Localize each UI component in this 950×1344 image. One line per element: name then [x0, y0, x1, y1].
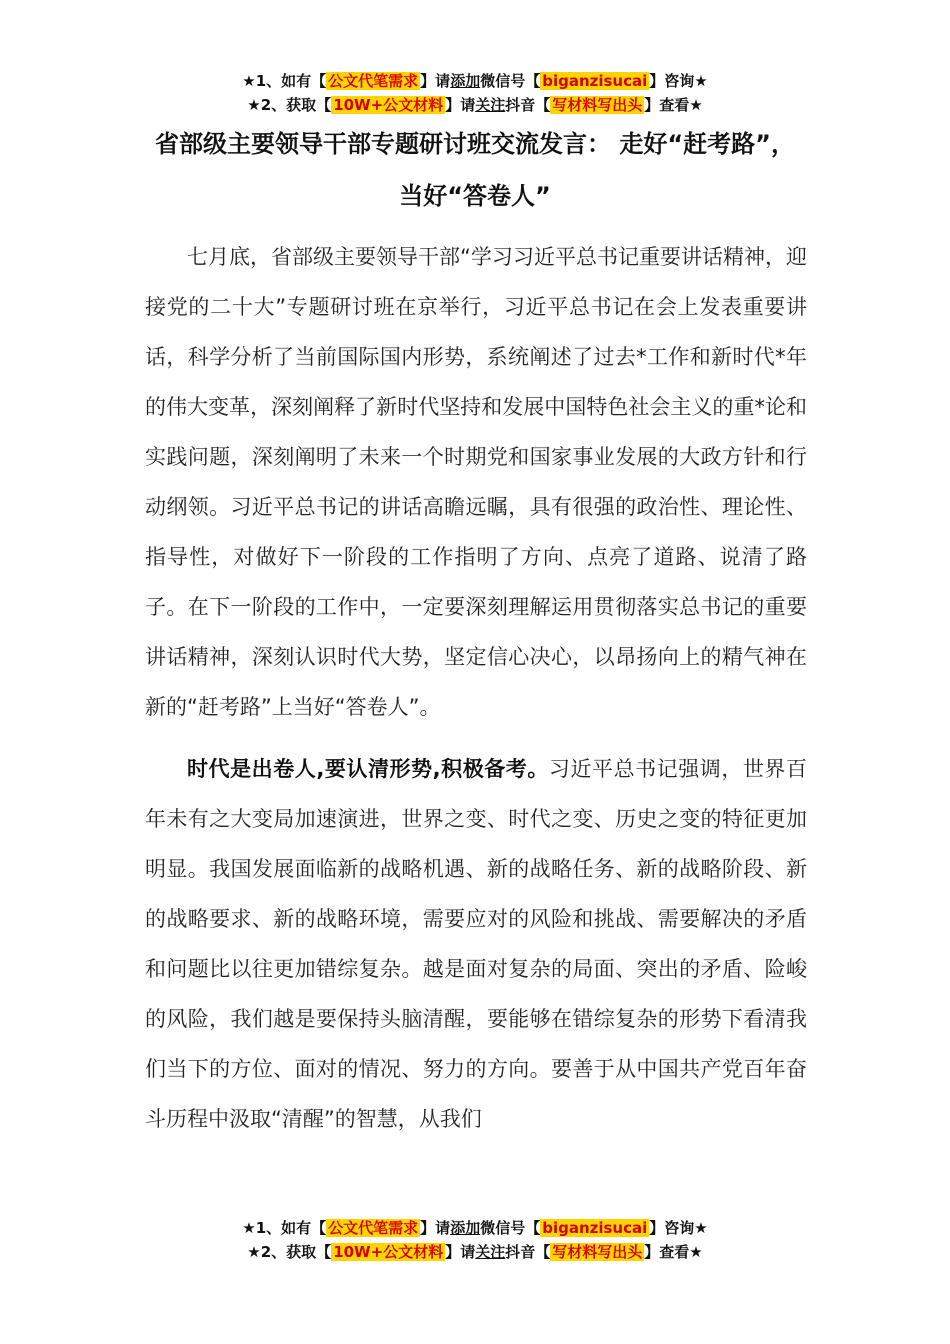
document-title: 省部级主要领导干部专题研讨班交流发言： 走好“赶考路”， 当好“答卷人”: [155, 130, 795, 210]
banner-text: 】请: [445, 96, 476, 114]
banner-douyin-id: 写材料写出头: [552, 96, 643, 114]
header-banner: [0, 69, 950, 117]
banner-text: ★2、获取【: [247, 96, 332, 114]
paragraph: [145, 744, 807, 1144]
banner-text: 抖音【: [505, 1243, 551, 1261]
banner-line-1: [0, 69, 950, 93]
banner-text: 微信号【: [480, 72, 541, 90]
banner-text: 】查看★: [644, 1243, 703, 1261]
banner-wechat-id: biganzisucai: [542, 1219, 648, 1237]
footer-banner: [0, 1216, 950, 1264]
banner-text: ★2、获取【: [247, 1243, 332, 1261]
banner-emphasis: 添加: [450, 72, 481, 90]
banner-highlight: 公文代笔需求: [328, 1219, 419, 1237]
banner-highlight: 10W+公文材料: [333, 96, 444, 114]
banner-text: 】查看★: [644, 96, 703, 114]
banner-highlight: 公文代笔需求: [328, 72, 419, 90]
banner-text: 】请: [445, 1243, 476, 1261]
banner-text: ★1、如有【: [242, 1219, 327, 1237]
banner-text: 】咨询★: [649, 72, 708, 90]
banner-text: 微信号【: [480, 1219, 541, 1237]
banner-text: 抖音【: [505, 96, 551, 114]
banner-line-2: [0, 1240, 950, 1264]
paragraph: [145, 232, 807, 732]
banner-line-1: [0, 1216, 950, 1240]
banner-text: 】请: [420, 1219, 451, 1237]
banner-emphasis: 关注: [475, 96, 506, 114]
banner-line-2: [0, 93, 950, 117]
banner-douyin-id: 写材料写出头: [552, 1243, 643, 1261]
banner-highlight: 10W+公文材料: [333, 1243, 444, 1261]
document-body: [145, 232, 807, 1144]
banner-text: ★1、如有【: [242, 72, 327, 90]
paragraph-lead: 时代是出卷人,要认清形势,积极备考。: [187, 757, 549, 781]
banner-emphasis: 关注: [475, 1243, 506, 1261]
banner-text: 】咨询★: [649, 1219, 708, 1237]
paragraph-text: 习近平总书记强调，世界百年未有之大变局加速演进，世界之变、时代之变、历史之变的特征更加明显。我国发展面临新的战略机遇、新的战略任务、新的战略阶段、新的战略要求、新的战略环境，需要应对的风险和挑战、需要解决的矛盾和问题比以往更加错综复杂。越是面对复杂的局面、突出的矛盾、险峻的风险，我们越是要保持头脑清醒，要能够在错综复杂的形势下看清我们当下的方位、面对的情况、努力的方向。要善于从中国共产党百年奋斗历程中汲取“清醒”的智慧，从我们: [145, 757, 807, 1131]
banner-emphasis: 添加: [450, 1219, 481, 1237]
paragraph-text: 七月底，省部级主要领导干部“学习习近平总书记重要讲话精神，迎接党的二十大”专题研讨班在京举行，习近平总书记在会上发表重要讲话，科学分析了当前国际国内形势，系统阐述了过去*工作和新时代*年的伟大变革，深刻阐释了新时代坚持和发展中国特色社会主义的重*论和实践问题，深刻阐明了未来一个时期党和国家事业发展的大政方针和行动纲领。习近平总书记的讲话高瞻远瞩，具有很强的政治性、理论性、指导性，对做好下一阶段的工作指明了方向、点亮了道路、说清了路子。在下一阶段的工作中，一定要深刻理解运用贯彻落实总书记的重要讲话精神，深刻认识时代大势，坚定信心决心，以昂扬向上的精气神在新的“赶考路”上当好“答卷人”。: [145, 245, 807, 719]
banner-text: 】请: [420, 72, 451, 90]
banner-wechat-id: biganzisucai: [542, 72, 648, 90]
